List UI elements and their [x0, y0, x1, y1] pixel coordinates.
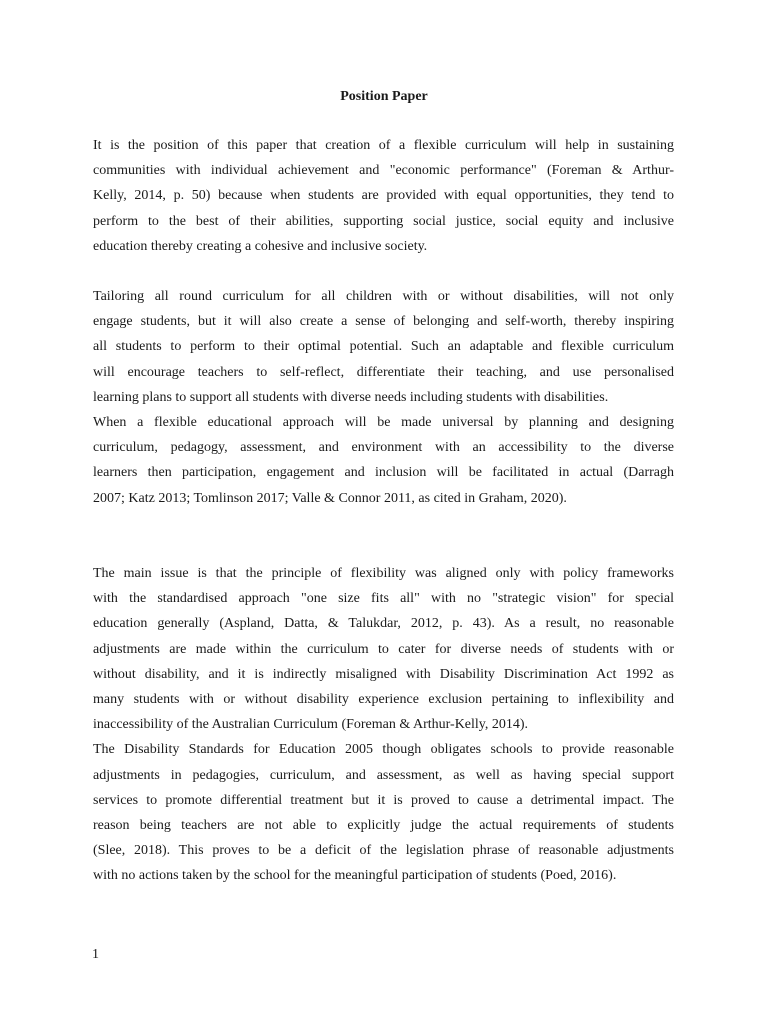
text-line: reason being teachers are not able to explicitly judge the actual requirements of students: [93, 817, 674, 833]
text-line: many students with or without disability experience exclusion pertaining to inflexibility and: [93, 691, 674, 707]
text-line: The main issue is that the principle of flexibility was aligned only with policy frameworks: [93, 566, 674, 581]
text-line: Tailoring all round curriculum for all children with or without disabilities, will not only: [93, 289, 674, 304]
paragraph-2: [93, 284, 674, 511]
text-line: education generally (Aspland, Datta, & Talukdar, 2012, p. 43). As a result, no reasonable: [93, 616, 674, 632]
text-line: Kelly, 2014, p. 50) because when students are provided with equal opportunities, they tend to: [93, 188, 674, 204]
text-line: with no actions taken by the school for the meaningful participation of students (Poed, 2016).: [93, 868, 617, 884]
text-line: (Slee, 2018). This proves to be a deficit of the legislation phrase of reasonable adjustments: [93, 843, 674, 859]
text-line: all students to perform to their optimal potential. Such an adaptable and flexible curriculum: [93, 339, 674, 355]
text-line: services to promote differential treatment but it is proved to cause a detrimental impact. The: [93, 792, 674, 808]
text-line: will encourage teachers to self-reflect, differentiate their teaching, and use personalised: [93, 364, 674, 380]
text-line: The Disability Standards for Education 2005 though obligates schools to provide reasonable: [93, 742, 674, 758]
text-line: education thereby creating a cohesive and inclusive society.: [93, 238, 428, 254]
text-line: communities with individual achievement and "economic performance" (Foreman & Arthur-: [93, 163, 674, 179]
text-line: learners then participation, engagement and inclusion will be facilitated in actual (Darragh: [93, 465, 674, 481]
text-line: It is the position of this paper that creation of a flexible curriculum will help in sustaining: [93, 138, 674, 153]
text-line: with the standardised approach "one size fits all" with no "strategic vision" for special: [93, 591, 674, 607]
text-line: When a flexible educational approach will be made universal by planning and designing: [93, 414, 674, 430]
text-line: 2007; Katz 2013; Tomlinson 2017; Valle & Connor 2011, as cited in Graham, 2020).: [93, 490, 567, 506]
document-title: Position Paper: [340, 89, 428, 104]
text-line: inaccessibility of the Australian Curriculum (Foreman & Arthur-Kelly, 2014).: [93, 717, 529, 733]
text-line: learning plans to support all students with diverse needs including students with disabilities.: [93, 389, 609, 405]
paragraph-1: [93, 133, 674, 259]
page-number: 1: [92, 947, 99, 962]
text-line: adjustments are made within the curriculum to cater for diverse needs of students with or: [93, 641, 674, 657]
text-line: without disability, and it is indirectly misaligned with Disability Discrimination Act 1992 as: [93, 666, 674, 682]
text-line: adjustments in pedagogies, curriculum, and assessment, as well as having special support: [93, 767, 674, 783]
text-line: engage students, but it will also create a sense of belonging and self-worth, thereby inspiring: [93, 314, 674, 330]
text-line: curriculum, pedagogy, assessment, and environment with an accessibility to the diverse: [93, 440, 674, 456]
paragraph-3: [93, 561, 674, 888]
text-line: perform to the best of their abilities, supporting social justice, social equity and inclusive: [93, 213, 674, 229]
